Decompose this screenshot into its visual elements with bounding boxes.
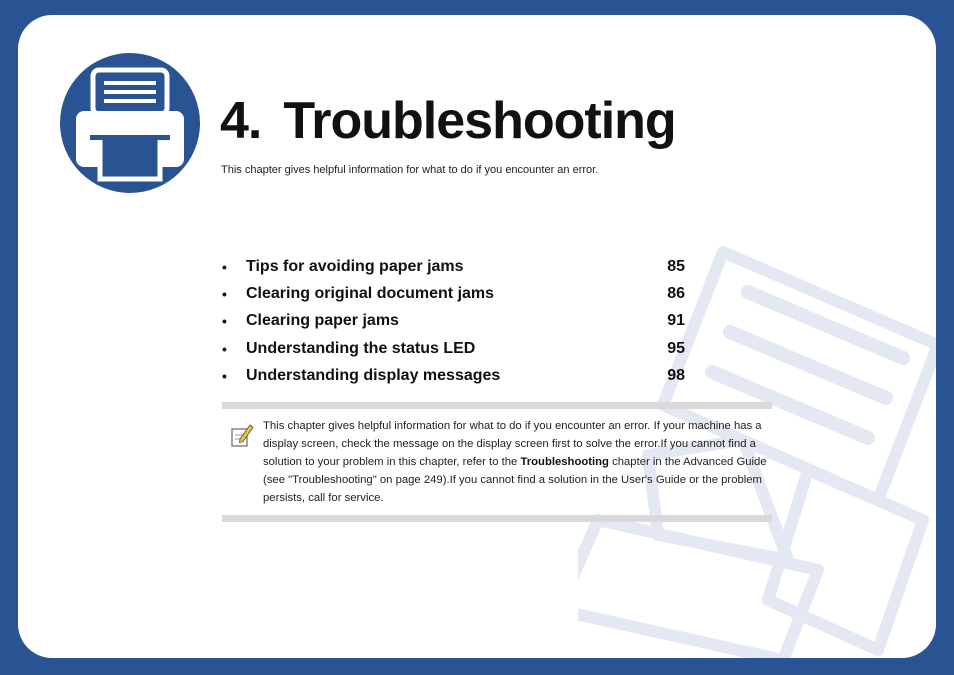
note-text-rest: chapter in the Advanced Guide (see "Troubleshooting" on page 249).If you cannot find a solution in the User's Guide or the problem persists, call for service. bbox=[263, 456, 767, 504]
toc-item-status-led[interactable] bbox=[220, 335, 685, 362]
printer-icon bbox=[60, 53, 200, 193]
note-text bbox=[263, 417, 773, 507]
table-of-contents bbox=[220, 253, 685, 389]
bullet-icon: • bbox=[222, 258, 227, 275]
toc-item-page: 86 bbox=[667, 284, 685, 302]
bullet-icon: • bbox=[222, 340, 227, 357]
toc-item-paper-jam-tips[interactable] bbox=[220, 253, 685, 280]
chapter-number: 4. bbox=[220, 92, 262, 150]
pencil-note-icon bbox=[230, 423, 254, 449]
note-text-intro: This chapter gives helpful information for what to do if you encounter an error. If your machine has a display screen, check the message on the display screen first to solve the error.If you cannot find a solution to your problem in this chapter, refer to the bbox=[263, 420, 762, 468]
note-box bbox=[222, 402, 772, 522]
chapter-logo bbox=[60, 53, 200, 193]
toc-item-label: Clearing original document jams bbox=[246, 284, 495, 302]
chapter-title-text: Troubleshooting bbox=[283, 92, 676, 150]
chapter-title bbox=[220, 92, 676, 150]
toc-item-paper-jams[interactable] bbox=[220, 308, 685, 335]
toc-item-label: Understanding the status LED bbox=[246, 339, 476, 357]
toc-item-page: 85 bbox=[667, 257, 685, 275]
toc-item-original-document-jams[interactable] bbox=[220, 280, 685, 307]
bullet-icon: • bbox=[222, 313, 227, 330]
toc-item-page: 91 bbox=[667, 312, 685, 330]
chapter-subtitle: This chapter gives helpful information for what to do if you encounter an error. bbox=[221, 164, 599, 176]
toc-item-label: Clearing paper jams bbox=[246, 312, 399, 330]
page bbox=[18, 15, 936, 658]
toc-item-display-messages[interactable] bbox=[220, 362, 685, 389]
toc-item-page: 98 bbox=[667, 366, 685, 384]
bullet-icon: • bbox=[222, 367, 227, 384]
toc-item-page: 95 bbox=[667, 339, 685, 357]
note-text-bold: Troubleshooting bbox=[520, 456, 609, 468]
toc-item-label: Tips for avoiding paper jams bbox=[246, 257, 464, 275]
bullet-icon: • bbox=[222, 285, 227, 302]
toc-item-label: Understanding display messages bbox=[246, 366, 501, 384]
